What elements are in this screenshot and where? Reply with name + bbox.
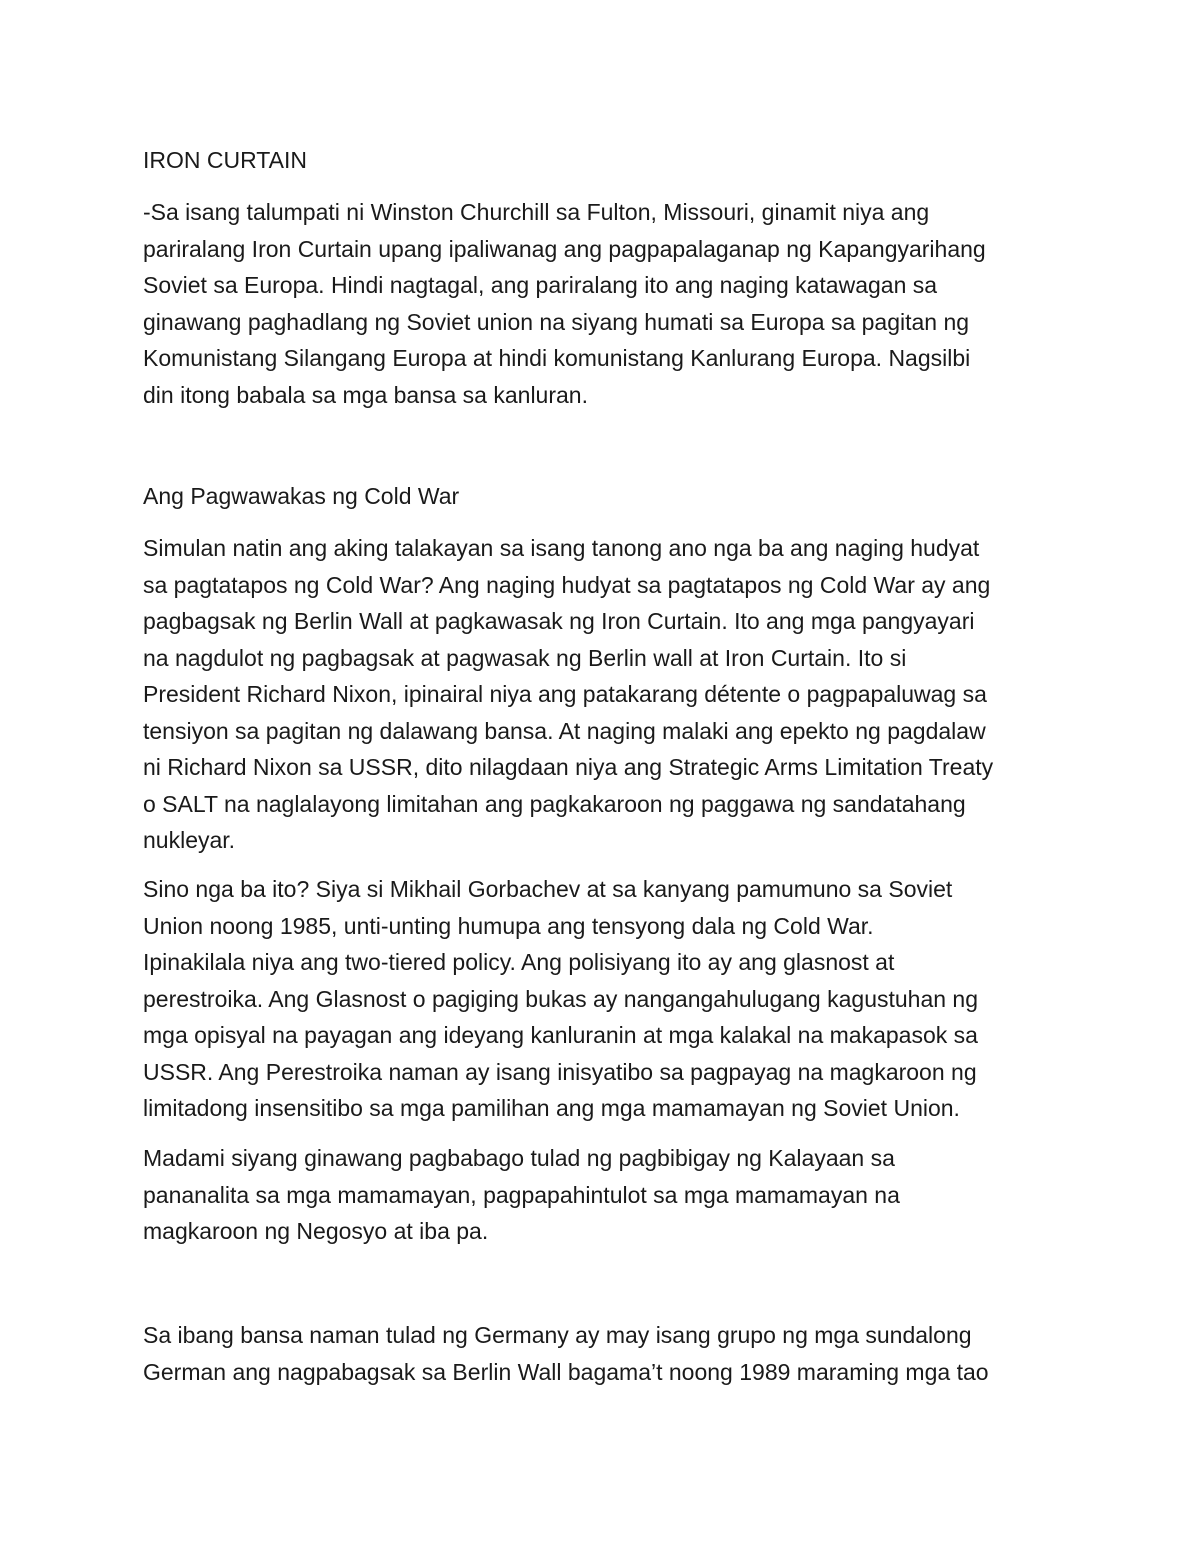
heading-pagwawakas <box>143 478 1073 515</box>
text-line: Union noong 1985, unti-unting humupa ang tensyong dala ng Cold War. <box>143 912 874 939</box>
text-line: Sa ibang bansa naman tulad ng Germany ay may isang grupo ng mga sundalong <box>143 1322 972 1348</box>
heading-text: Ang Pagwawakas ng Cold War <box>143 483 460 509</box>
text-line: limitadong insensitibo sa mga pamilihan ang mga mamamayan ng Soviet Union. <box>143 1095 960 1121</box>
text-line: o SALT na naglalayong limitahan ang pagkakaroon ng paggawa ng sandatahang <box>143 790 966 817</box>
text-line: mga opisyal na payagan ang ideyang kanluranin at mga kalakal na makapasok sa <box>143 1022 978 1048</box>
paragraph-pagbabago <box>143 1140 1073 1250</box>
text-line: na nagdulot ng pagbagsak at pagwasak ng Berlin wall at Iron Curtain. Ito si <box>143 644 907 671</box>
text-line: pariralang Iron Curtain upang ipaliwanag ang pagpapalaganap ng Kapangyarihang <box>143 235 986 262</box>
text-line: USSR. Ang Perestroika naman ay isang inisyatibo sa pagpayag na magkaroon ng <box>143 1058 977 1085</box>
paragraph-cold-war-end <box>143 530 1073 859</box>
paragraph-gorbachev <box>143 871 1073 1127</box>
text-line: President Richard Nixon, ipinairal niya ang patakarang détente o pagpapaluwag sa <box>143 681 987 707</box>
text-line: pananalita sa mga mamamayan, pagpapahintulot sa mga mamamayan na <box>143 1181 900 1208</box>
paragraph-iron-curtain <box>143 194 1073 413</box>
text-line: din itong babala sa mga bansa sa kanluran. <box>143 381 588 408</box>
text-line: Ipinakilala niya ang two-tiered policy. Ang polisiyang ito ay ang glasnost at <box>143 949 895 975</box>
text-line: sa pagtatapos ng Cold War? Ang naging hudyat sa pagtatapos ng Cold War ay ang <box>143 571 991 598</box>
text-line: ni Richard Nixon sa USSR, dito nilagdaan niya ang Strategic Arms Limitation Treaty <box>143 754 994 780</box>
text-line: Simulan natin ang aking talakayan sa isang tanong ano nga ba ang naging hudyat <box>143 535 980 561</box>
heading-text: IRON CURTAIN <box>143 147 307 173</box>
text-line: Madami siyang ginawang pagbabago tulad ng pagbibigay ng Kalayaan sa <box>143 1145 895 1171</box>
heading-iron-curtain <box>143 142 1073 179</box>
text-line: perestroika. Ang Glasnost o pagiging bukas ay nangangahulugang kagustuhan ng <box>143 985 979 1012</box>
text-line: ginawang paghadlang ng Soviet union na siyang humati sa Europa sa pagitan ng <box>143 308 970 335</box>
text-line: Sino nga ba ito? Siya si Mikhail Gorbachev at sa kanyang pamumuno sa Soviet <box>143 876 953 902</box>
text-line: magkaroon ng Negosyo at iba pa. <box>143 1218 489 1244</box>
text-line: pagbagsak ng Berlin Wall at pagkawasak ng Iron Curtain. Ito ang mga pangyayari <box>143 608 975 634</box>
text-line: Soviet sa Europa. Hindi nagtagal, ang pariralang ito ang naging katawagan sa <box>143 272 938 298</box>
text-line: nukleyar. <box>143 827 236 853</box>
text-line: Komunistang Silangang Europa at hindi komunistang Kanlurang Europa. Nagsilbi <box>143 345 971 371</box>
text-line: tensiyon sa pagitan ng dalawang bansa. At naging malaki ang epekto ng pagdalaw <box>143 717 986 744</box>
text-line: German ang nagpabagsak sa Berlin Wall bagama’t noong 1989 maraming mga tao <box>143 1358 989 1385</box>
paragraph-germany <box>143 1317 1073 1390</box>
text-line: -Sa isang talumpati ni Winston Churchill sa Fulton, Missouri, ginamit niya ang <box>143 199 930 225</box>
